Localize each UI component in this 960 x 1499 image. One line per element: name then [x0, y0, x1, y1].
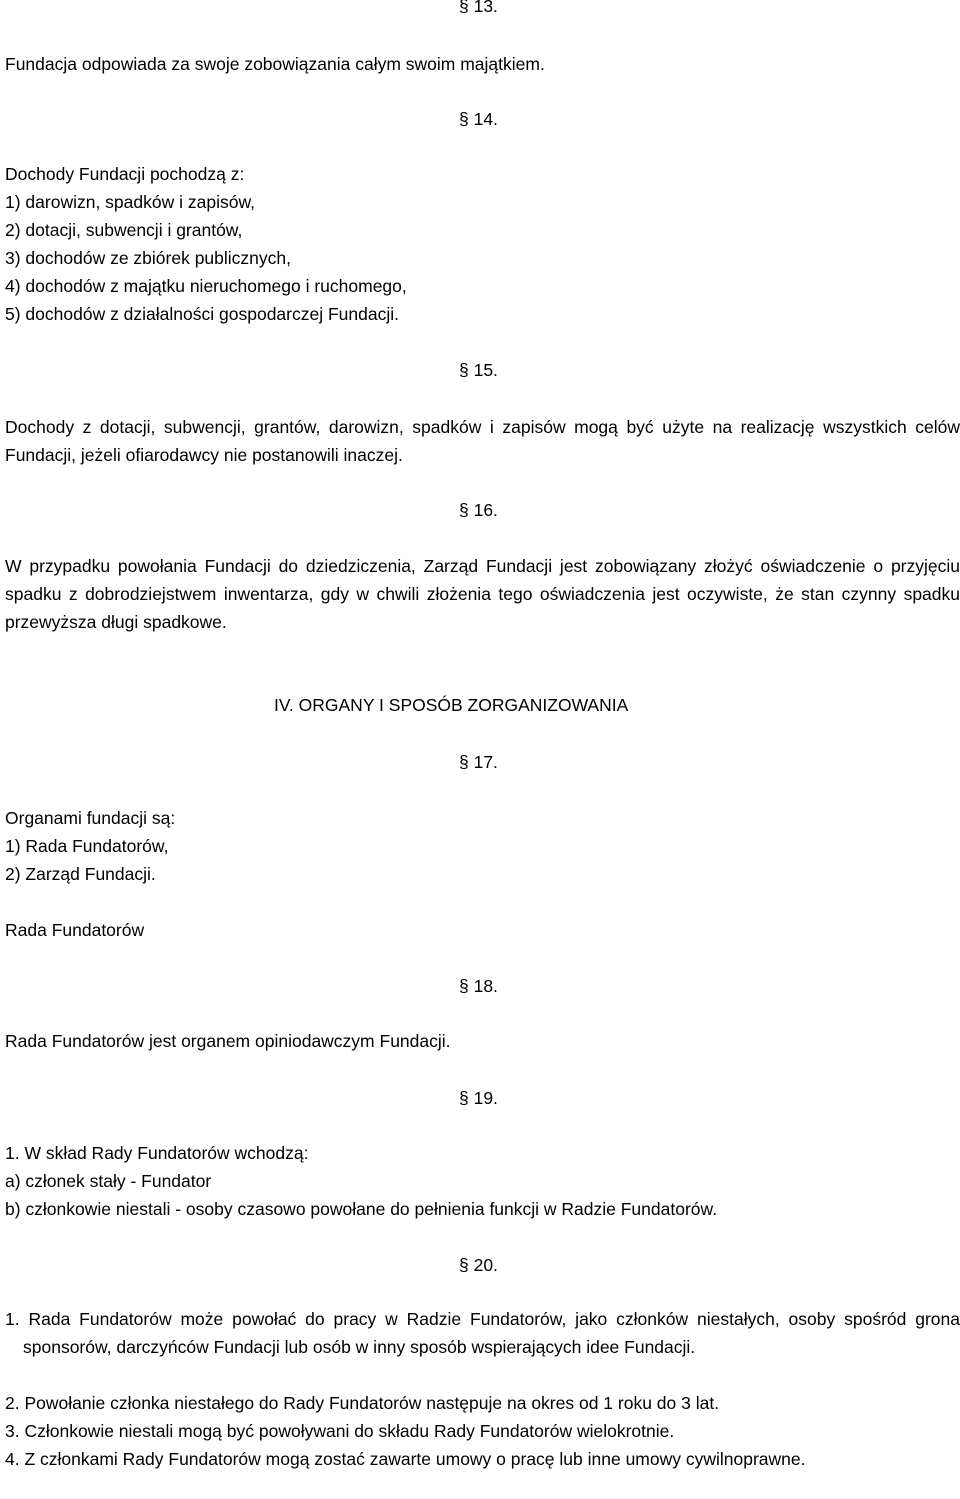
section-14-item: 4) dochodów z majątku nieruchomego i ruchomego,: [5, 276, 407, 296]
section-17-item: 2) Zarząd Fundacji.: [5, 864, 156, 884]
section-18-text: Rada Fundatorów jest organem opiniodawczym Fundacji.: [5, 1031, 451, 1051]
section-19-item: b) członkowie niestali - osoby czasowo powołane do pełnienia funkcji w Radzie Fundatorów.: [5, 1199, 718, 1219]
section-20-item: 3. Członkowie niestali mogą być powoływani do składu Rady Fundatorów wielokrotnie.: [5, 1421, 675, 1441]
section-20-item: 4. Z członkami Rady Fundatorów mogą zostać zawarte umowy o pracę lub inne umowy cywilnoprawne.: [5, 1449, 806, 1469]
section-17-item: 1) Rada Fundatorów,: [5, 836, 169, 856]
section-14-heading: § 14.: [459, 109, 498, 129]
section-17-subheading: Rada Fundatorów: [5, 920, 145, 940]
section-14-item: 1) darowizn, spadków i zapisów,: [5, 192, 255, 212]
section-14-item: 2) dotacji, subwencji i grantów,: [5, 220, 243, 240]
section-19-item: a) członek stały - Fundator: [5, 1171, 212, 1191]
section-13-text: Fundacja odpowiada za swoje zobowiązania całym swoim majątkiem.: [5, 54, 545, 74]
section-19-heading: § 19.: [459, 1088, 498, 1108]
section-20-item: 1. Rada Fundatorów może powołać do pracy w Radzie Fundatorów, jako członków niestałych, osoby spośród grona sponsorów, darczyńców Fundacji lub osób w inny sposób wspierających idee Fundacji.: [5, 1309, 960, 1357]
section-20-item: 2. Powołanie członka niestałego do Rady Fundatorów następuje na okres od 1 roku do 3 lat.: [5, 1393, 720, 1413]
section-15-text: Dochody z dotacji, subwencji, grantów, darowizn, spadków i zapisów mogą być użyte na realizację wszystkich celów Fundacji, jeżeli ofiarodawcy nie postanowili inaczej.: [5, 417, 960, 465]
section-13-heading: § 13.: [459, 0, 498, 16]
section-18-heading: § 18.: [459, 976, 498, 996]
chapter-heading: IV. ORGANY I SPOSÓB ZORGANIZOWANIA: [274, 695, 629, 715]
section-16-heading: § 16.: [459, 500, 498, 520]
section-14-item: 3) dochodów ze zbiórek publicznych,: [5, 248, 291, 268]
section-17-heading: § 17.: [459, 752, 498, 772]
section-19-intro: 1. W skład Rady Fundatorów wchodzą:: [5, 1143, 309, 1163]
section-16-text: W przypadku powołania Fundacji do dziedziczenia, Zarząd Fundacji jest zobowiązany złożyć oświadczenie o przyjęciu spadku z dobrodziejstwem inwentarza, gdy w chwili złożenia tego oświadczenia jest oczywiste, że stan czynny spadku przewyższa długi spadkowe.: [5, 556, 960, 632]
section-14-item: 5) dochodów z działalności gospodarczej Fundacji.: [5, 304, 399, 324]
section-20-heading: § 20.: [459, 1255, 498, 1275]
section-14-intro: Dochody Fundacji pochodzą z:: [5, 164, 245, 184]
section-17-intro: Organami fundacji są:: [5, 808, 176, 828]
section-15-heading: § 15.: [459, 360, 498, 380]
